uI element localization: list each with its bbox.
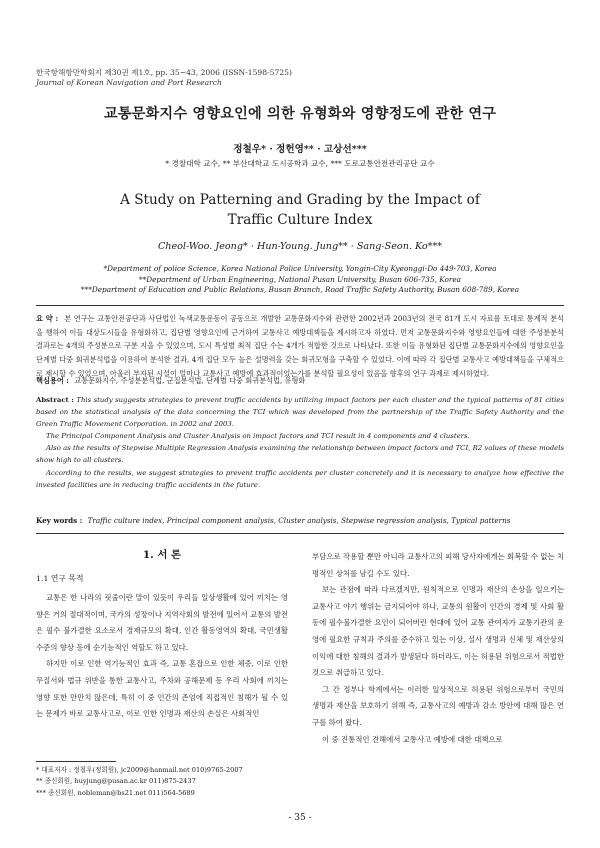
title-english-line2: Traffic Culture Index (227, 212, 373, 228)
abstract-english (36, 394, 564, 491)
footnote-3: *** 종신회원, nobleman@bs21.net 011)564-5689 (36, 788, 195, 797)
journal-name-en: Journal of Korean Navigation and Port Research (36, 78, 222, 87)
keywords-korean-label: 핵심용어 : (36, 376, 69, 385)
section-heading: 1. 서 론 (142, 549, 182, 561)
abstract-korean-label: 요 약 : (36, 314, 59, 323)
keywords-english (36, 516, 564, 525)
affiliation-2: **Department of Urban Engineering, National Pusan University, Busan 606-735, Korea (138, 274, 462, 284)
body-paragraph: 하지만 이로 인한 역기능적인 효과 즉, 교통 혼잡으로 인한 체증, 이로 인한 무질서와 법규 위반을 통한 교통사고, 주차와 공해문제 등 우리 사회에 끼치는 영향 또한 만만치 않은데, 특히 이 중 인간의 존엄에 직접적인 침해가 될 수 있는 문제가 바로 교통사고로, 이로 인한 인명과 재산의 손실은 사회적인 (36, 659, 288, 719)
body-paragraph: 이 중 진통적인 견해에서 교통사고 예방에 대한 대책으로 (322, 734, 503, 744)
body-paragraph: 교통은 한 나라의 핏줄이란 말이 있듯이 우리들 일상생활에 있어 끼치는 영향은 거의 절대적이며, 국가의 성장이나 지역사회의 발전에 있어서 교통의 발전은 필수 불가결한 요소로서 경제규모의 확대, 인간 활동영역의 확대, 국민생활 수준의 향상 등에 순기능적인 역할도 하고 있다. (36, 593, 288, 652)
footnotes (36, 765, 296, 799)
footnote-1: * 대표저자 : 정철우(정회원), jc2009@hanmail.net 010)9765-2007 (36, 766, 243, 774)
keywords-english-label: Key words : (36, 516, 83, 525)
keywords-english-text: Traffic culture index, Principal component analysis, Cluster analysis, Stepwise regression analysis, Typical patterns (87, 516, 511, 525)
affiliation-3: ***Department of Education and Public Relations, Busan Branch, Road Traffic Safety Authority, Busan 608-789, Korea (80, 285, 520, 295)
page-number: - 35 - (288, 813, 312, 823)
abstract-bottom-rule (36, 533, 564, 534)
title-english (0, 190, 600, 230)
abstract-korean (36, 312, 564, 381)
abstract-english-p2: The Principal Component Analysis and Cluster Analysis on impact factors and TCI result in 4 components and 4 clusters. (46, 432, 470, 441)
journal-header (36, 68, 292, 88)
journal-citation: 한국항해항만학회지 제30권 제1호, pp. 35~43, 2006 (ISSN-1598-5725) (36, 68, 292, 77)
affiliations-korean: * 경찰대학 교수, ** 부산대학교 도시공학과 교수, *** 도로교통안전관리공단 교수 (165, 159, 435, 168)
body-column-left (36, 548, 288, 723)
affiliations-english (0, 264, 600, 296)
keywords-korean-text: 교통문화지수, 주성분분석법, 군집분석법, 단계별 다중 회귀분석법, 유형화 (74, 376, 306, 385)
authors-korean: 정철우* · 정헌영** · 고상선*** (233, 144, 367, 155)
abstract-korean-text: 본 연구는 교통안전공단과 사단법인 녹색교통운동이 공동으로 개발한 교통문화지수와 관련한 2002년과 2003년의 전국 81개 도시 자료를 토대로 통계적 분석을 행하여 이들 대상도시들을 유형화하고, 집단별 영향요인에 근거하여 교통사고 예방대책들을 제시하고자 하였다. 먼저 교통문화지수와 영향요인들에 대한 주성분분석 결과로는 4개의 주성분으로 구분 지을 수 있었으며, 도시 특성별 최적 집단 수는 4개가 적합한 것으로 나타났다. 또한 이들 유형화된 집단별 교통문화지수에의 영향요인을 단계별 다중 회귀분석법을 이용하여 분석한 결과, 4개 집단 모두 높은 설명력을 갖는 회귀모형을 구축할 수 있었다. 이에 따라 각 집단별 교통사고 예방대책들을 구체적으로 제시할 수 있었으며, 아울러 부자된 시설이 얼마나 교통사고 예방에 효과적이었는가를 분석할 필요성이 있음을 향후의 연구 과제로 제시하였다. (36, 314, 564, 378)
abstract-english-p4: According to the results, we suggest strategies to prevent traffic accidents per cluster concretely and it is necessary to analyze how effective the invested facilities are in reducing traffic accidents in the future. (36, 468, 564, 489)
body-paragraph: 보는 관점에 따라 다르겠지만, 원칙적으로 인명과 재산의 손상을 일으키는 교통사고 야기 행위는 금지되어야 하나, 교통의 원활이 인간의 경제 및 사회 활동에 필수불가결한 요인이 되어버린 현대에 있어 교통 관여자가 교통기관의 운영에 필요한 규칙과 주의를 준수하고 있는 이상, 설사 생명과 신체 및 재산상의 이익에 대한 침해의 결과가 발생된다 하더라도, 이는 허용된 위험으로서 적법한 것으로 취급하고 있다. (312, 585, 564, 678)
abstract-english-p1: This study suggests strategies to prevent traffic accidents by utilizing impact factors per each cluster and the typical patterns of 81 cities based on the statistical analysis of the data concerning the TCI which was developed from the partnership of the Traffic Safety Authority and the Green Traffic Movement Corporation. in 2002 and 2003. (36, 396, 564, 429)
title-korean: 교통문화지수 영향요인에 의한 유형화와 영향정도에 관한 연구 (103, 106, 497, 122)
affiliation-1: *Department of police Science, Korea National Police University, Yongin-City Kyeonggi-Do 449-703, Korea (103, 264, 497, 273)
subsection-heading: 1.1 연구 목적 (36, 574, 84, 583)
keywords-korean (36, 376, 564, 386)
authors-english: Cheol-Woo. Jeong* · Hun-Young. Jung** · Sang-Seon. Ko*** (157, 241, 443, 252)
abstract-top-rule (36, 305, 564, 306)
abstract-english-p3: Also as the results of Stepwise Multiple Regression Analysis examining the relationship between impact factors and TCI, R2 values of these models show high to all clusters. (36, 444, 564, 465)
body-paragraph: 부담으로 작용할 뿐만 아니라 교통사고의 피해 당사자에게는 회복할 수 없는 치명적인 상처를 남길 수도 있다. (312, 552, 564, 578)
abstract-english-label: Abstract : (36, 396, 74, 404)
body-column-right (312, 549, 564, 748)
title-english-line1: A Study on Patterning and Grading by the Impact of (120, 192, 480, 208)
footnote-rule (36, 761, 116, 762)
body-paragraph: 그 간 정부나 학계에서는 이러한 일상적으로 허용된 위험으로부터 국민의 생명과 재산을 보호하기 위해 즉, 교통사고의 예방과 감소 방안에 대해 많은 연구를 하여 왔다. (312, 684, 564, 727)
footnote-2: ** 종신회원, huyjung@pusan.ac.kr 011)875-2437 (36, 777, 196, 786)
